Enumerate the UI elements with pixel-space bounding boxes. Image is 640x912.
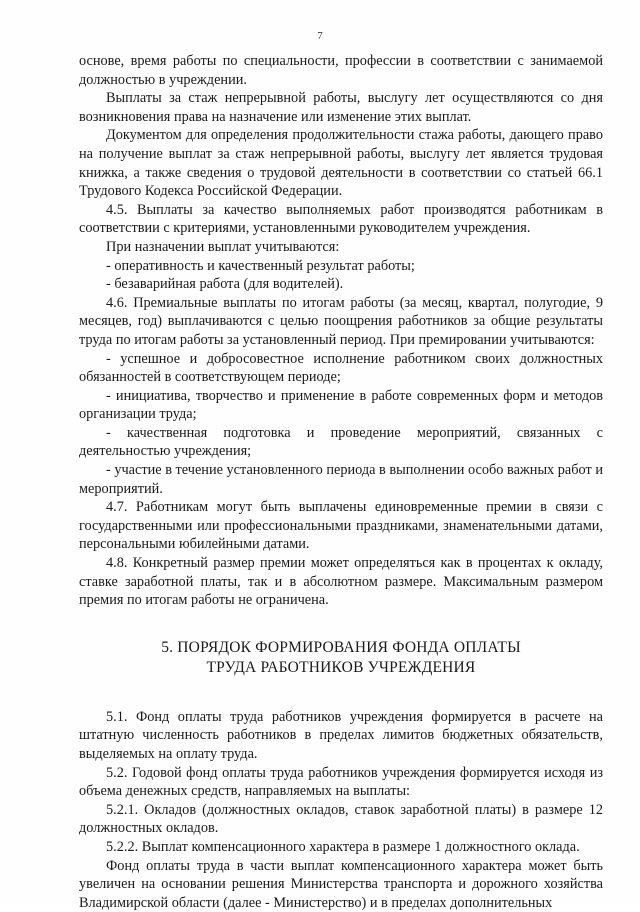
list-item: - успешное и добросовестное исполнение работником своих должностных обязанностей в соответствующем периоде; xyxy=(79,350,603,386)
section-heading-line: 5. ПОРЯДОК ФОРМИРОВАНИЯ ФОНДА ОПЛАТЫ xyxy=(161,638,521,656)
list-item: - оперативность и качественный результат работы; xyxy=(106,257,415,274)
page-number: 7 xyxy=(317,30,323,42)
paragraph: Документом для определения продолжительности стажа работы, дающего право на получение выплат за стаж непрерывной работы, выслугу лет является трудовая книжка, а также сведения о трудовой деятельности в соответствии со статьей 66.1 Трудового Кодекса Российской Федерации. xyxy=(79,127,603,200)
paragraph-5-2-2: 5.2.2. Выплат компенсационного характера в размере 1 должностного оклада. xyxy=(106,838,580,855)
paragraph-4-8: 4.8. Конкретный размер премии может определяться как в процентах к окладу, ставке заработной платы, так и в абсолютном размере. Максимальным размером премия по итогам работы не ограничена. xyxy=(79,555,603,609)
paragraph-4-6: 4.6. Премиальные выплаты по итогам работы (за месяц, квартал, полугодие, 9 месяцев, год) выплачиваются с целью поощрения работников за общие результаты труда по итогам работы за установленный период. При премировании учитываются: xyxy=(79,294,603,348)
paragraph-4-7: 4.7. Работникам могут быть выплачены единовременные премии в связи с государственными или профессиональными праздниками, знаменательными датами, персональными юбилейными датами. xyxy=(79,499,603,553)
paragraph: Выплаты за стаж непрерывной работы, выслугу лет осуществляются со дня возникновения права на назначение или изменение этих выплат. xyxy=(79,90,603,125)
paragraph-5-2-1: 5.2.1. Окладов (должностных окладов, ставок заработной платы) в размере 12 должностных окладов. xyxy=(79,801,603,837)
paragraph: Фонд оплаты труда в части выплат компенсационного характера может быть увеличен на основании решения Министерства транспорта и дорожного хозяйства Владимирской области (далее - Министерство) и в пределах дополнительных xyxy=(79,857,603,911)
section-heading xyxy=(79,638,603,678)
paragraph-5-1: 5.1. Фонд оплаты труда работников учреждения формируется в расчете на штатную численность работников в пределах лимитов бюджетных обязательств, выделяемых на оплату труда. xyxy=(79,708,603,762)
paragraph: При назначении выплат учитываются: xyxy=(106,238,340,255)
paragraph: основе, время работы по специальности, профессии в соответствии с занимаемой должностью в учреждении. xyxy=(79,53,603,88)
list-item: - участие в течение установленного периода в выполнении особо важных работ и мероприятий. xyxy=(79,462,603,497)
list-item: - качественная подготовка и проведение мероприятий, связанных с деятельностью учреждения; xyxy=(79,424,603,460)
paragraph-4-5: 4.5. Выплаты за качество выполняемых работ производятся работникам в соответствии с критериями, установленными руководителем учреждения. xyxy=(79,201,603,237)
list-item: - безаварийная работа (для водителей). xyxy=(106,276,344,293)
section-heading-line: ТРУДА РАБОТНИКОВ УЧРЕЖДЕНИЯ xyxy=(206,658,476,676)
paragraph-5-2: 5.2. Годовой фонд оплаты труда работников учреждения формируется исходя из объема денежных средств, направляемых на выплаты: xyxy=(79,764,603,800)
page-body xyxy=(79,52,603,912)
list-item: - инициатива, творчество и применение в работе современных форм и методов организации труда; xyxy=(79,387,603,423)
